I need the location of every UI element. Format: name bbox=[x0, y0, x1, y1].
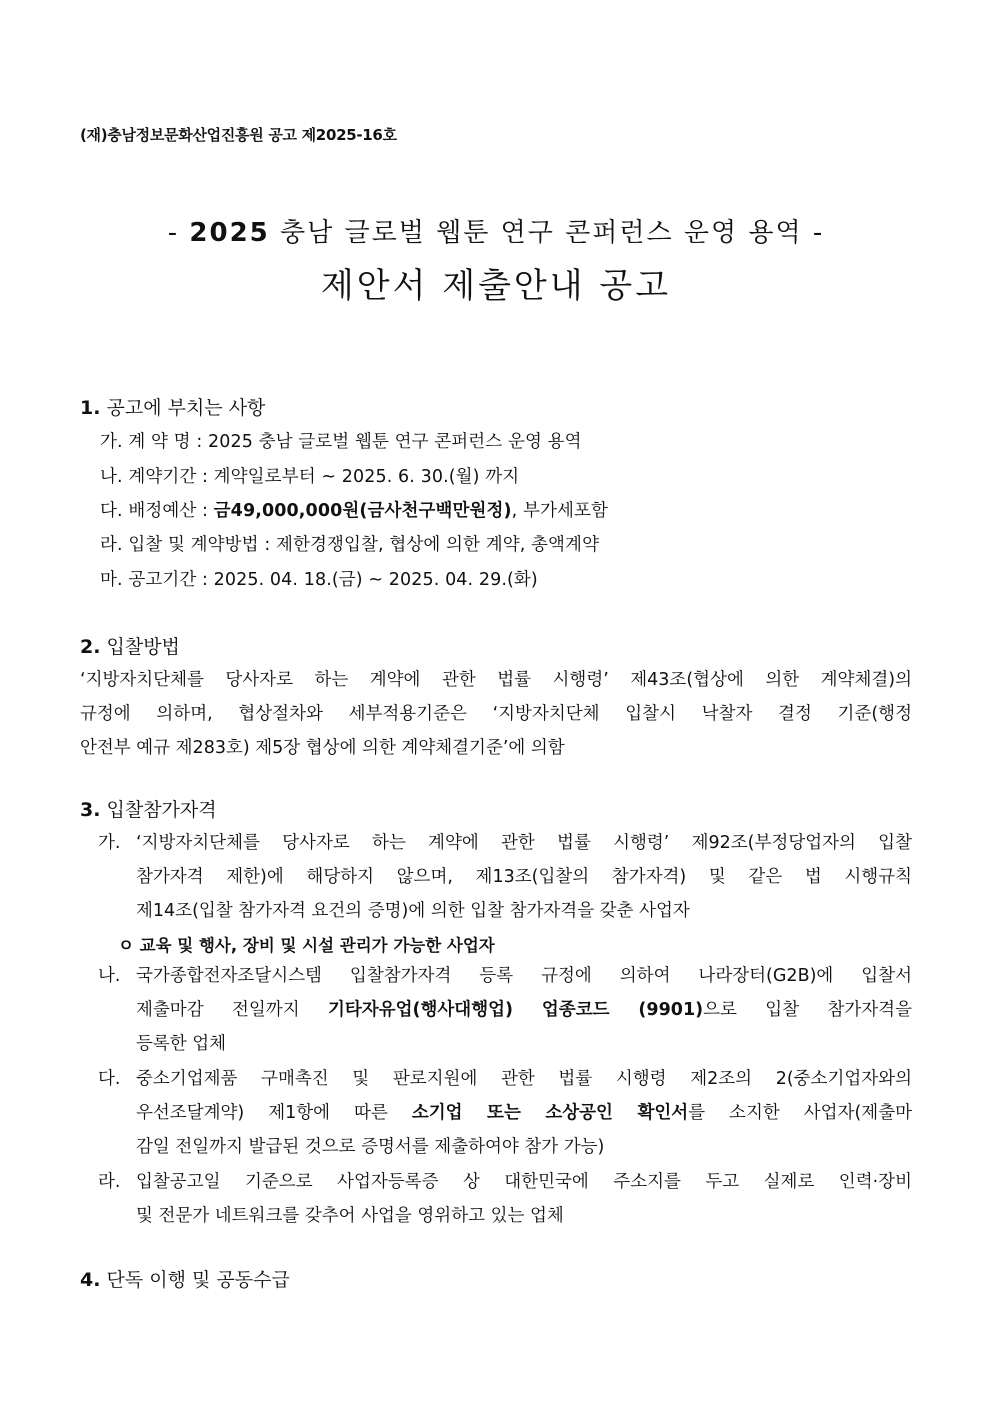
s3-item-ga-line3: 제14조(입찰 참가자격 요건의 증명)에 의한 입찰 참가자격을 갖춘 사업자 bbox=[136, 901, 690, 921]
s3-item-na-line3: 등록한 업체 bbox=[136, 1034, 227, 1054]
na-line2-text-c: 으로 입찰 참가자격을 bbox=[703, 1000, 912, 1020]
s2-paragraph-line3: 안전부 예규 제283호) 제5장 협상에 의한 계약체결기준’에 의함 bbox=[80, 738, 565, 758]
section-2-title: 입찰방법 bbox=[100, 636, 180, 658]
s3-item-ga-subpoint: ㅇ 교육 및 행사, 장비 및 시설 관리가 가능한 사업자 bbox=[118, 936, 495, 955]
budget-label: 다. 배정예산 : bbox=[100, 501, 214, 521]
s1-item-contract-period: 나. 계약기간 : 계약일로부터 ~ 2025. 6. 30.(월) 까지 bbox=[100, 467, 520, 487]
title-prefix: - bbox=[167, 218, 190, 248]
section-3-heading bbox=[80, 795, 217, 822]
section-1-heading bbox=[80, 393, 265, 420]
s1-item-notice-period: 마. 공고기간 : 2025. 04. 18.(금) ~ 2025. 04. 29.(화) bbox=[100, 570, 538, 590]
business-type-code: 기타자유업(행사대행업) 업종코드 (9901) bbox=[327, 1000, 704, 1020]
document-title-line2: 제안서 제출안내 공고 bbox=[320, 266, 672, 306]
na-line2-text-a: 제출마감 전일까지 bbox=[136, 1000, 328, 1020]
s3-item-ga-marker: 가. bbox=[98, 833, 121, 853]
s3-item-na-line1: 국가종합전자조달시스템 입찰참가자격 등록 규정에 의하여 나라장터(G2B)에 입찰서 bbox=[136, 966, 912, 986]
s3-item-da-line1: 중소기업제품 구매촉진 및 판로지원에 관한 법률 시행령 제2조의 2(중소기업자와의 bbox=[136, 1069, 912, 1089]
s3-item-da-line3: 감일 전일까지 발급된 것으로 증명서를 제출하여야 참가 가능) bbox=[136, 1137, 605, 1157]
notice-number: (재)충남정보문화산업진흥원 공고 제2025-16호 bbox=[80, 126, 397, 144]
s3-item-ra-marker: 라. bbox=[98, 1172, 121, 1192]
s3-item-da-line2 bbox=[136, 1099, 912, 1124]
s3-item-ga-line2: 참가자격 제한)에 해당하지 않으며, 제13조(입찰의 참가자격) 및 같은 법 시행규칙 bbox=[136, 867, 912, 887]
s3-item-ra-line2: 및 전문가 네트워크를 갖추어 사업을 영위하고 있는 업체 bbox=[136, 1206, 564, 1226]
section-4-heading bbox=[80, 1265, 290, 1292]
section-3-number: 3. bbox=[80, 799, 101, 821]
title-year: 2025 bbox=[189, 218, 270, 248]
section-2-number: 2. bbox=[80, 636, 101, 658]
document-title-line1 bbox=[0, 212, 992, 249]
s2-paragraph-line1: ‘지방자치단체를 당사자로 하는 계약에 관한 법률 시행령’ 제43조(협상에 의한 계약체결)의 bbox=[80, 670, 912, 690]
s3-item-na-marker: 나. bbox=[98, 966, 121, 986]
s3-item-ra-line1: 입찰공고일 기준으로 사업자등록증 상 대한민국에 주소지를 두고 실제로 인력·장비 bbox=[136, 1172, 912, 1192]
s2-paragraph-line2: 규정에 의하며, 협상절차와 세부적용기준은 ‘지방자치단체 입찰시 낙찰자 결정 기준(행정 bbox=[80, 704, 912, 724]
s3-item-da-marker: 다. bbox=[98, 1069, 121, 1089]
section-2-heading bbox=[80, 632, 180, 659]
section-4-title: 단독 이행 및 공동수급 bbox=[100, 1269, 290, 1291]
s1-item-bid-method: 라. 입찰 및 계약방법 : 제한경쟁입찰, 협상에 의한 계약, 총액계약 bbox=[100, 535, 600, 555]
budget-amount: 금49,000,000원(금사천구백만원정) bbox=[213, 501, 512, 521]
section-4-number: 4. bbox=[80, 1269, 101, 1291]
small-business-certificate: 소기업 또는 소상공인 확인서 bbox=[411, 1103, 689, 1123]
s3-item-na-line2 bbox=[136, 996, 912, 1021]
s1-item-contract-name: 가. 계 약 명 : 2025 충남 글로벌 웹툰 연구 콘퍼런스 운영 용역 bbox=[100, 432, 582, 452]
da-line2-text-a: 우선조달계약) 제1항에 따른 bbox=[136, 1103, 412, 1123]
budget-vat: , 부가세포함 bbox=[511, 501, 608, 521]
section-1-title: 공고에 부치는 사항 bbox=[100, 397, 266, 419]
s3-item-ga-line1: ‘지방자치단체를 당사자로 하는 계약에 관한 법률 시행령’ 제92조(부정당업자의 입찰 bbox=[136, 833, 912, 853]
s1-item-budget bbox=[100, 497, 608, 522]
section-1-number: 1. bbox=[80, 397, 101, 419]
da-line2-text-c: 를 소지한 사업자(제출마 bbox=[688, 1103, 912, 1123]
section-3-title: 입찰참가자격 bbox=[100, 799, 217, 821]
title-rest: 충남 글로벌 웹툰 연구 콘퍼런스 운영 용역 - bbox=[269, 218, 825, 248]
